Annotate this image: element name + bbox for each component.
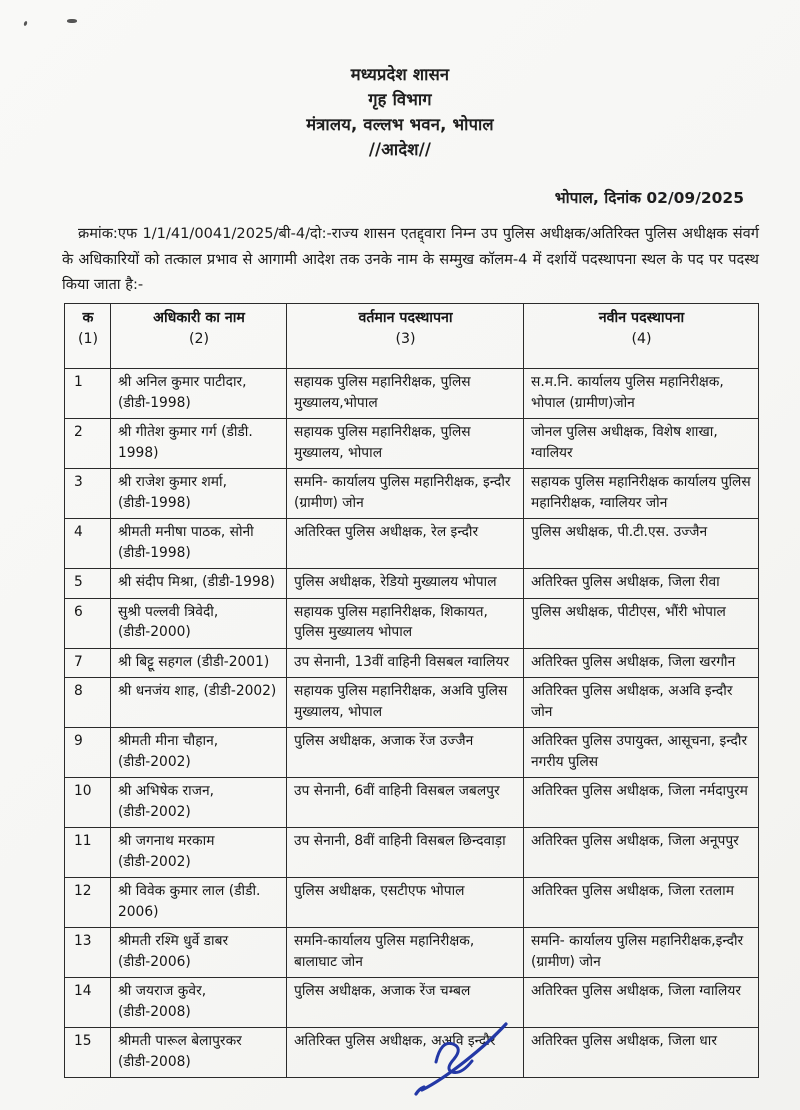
ink-speck	[23, 21, 28, 27]
table-header	[65, 304, 759, 369]
column-number: (3)	[395, 331, 416, 347]
column-number: (1)	[77, 331, 99, 347]
column-number: (2)	[188, 331, 210, 347]
cell-officer-name: श्री अनिल कुमार पाटीदार, (डीडी-1998)	[111, 369, 287, 419]
table-header-row	[65, 304, 759, 369]
cell-officer-name: श्रीमती पारूल बेलापुरकर (डीडी-2008)	[111, 1028, 287, 1078]
cell-officer-name: श्री जगनाथ मरकाम (डीडी-2002)	[111, 828, 287, 878]
cell-current-posting: उप सेनानी, 6वीं वाहिनी विसबल जबलपुर	[287, 778, 524, 828]
transfer-order-table	[64, 303, 759, 1078]
cell-new-posting: पुलिस अधीक्षक, पी.टी.एस. उज्जैन	[524, 519, 759, 569]
cell-new-posting: अतिरिक्त पुलिस अधीक्षक, जिला रीवा	[524, 569, 759, 599]
cell-current-posting: सहायक पुलिस महानिरीक्षक, अअवि पुलिस मुख्यालय, भोपाल	[287, 678, 524, 728]
cell-serial-number: 6	[65, 598, 111, 648]
cell-officer-name: श्रीमती मीना चौहान, (डीडी-2002)	[111, 728, 287, 778]
header-government-name: मध्यप्रदेश शासन	[350, 65, 450, 84]
transfer-table-body	[65, 369, 759, 1078]
table-row	[65, 469, 759, 519]
cell-current-posting: अतिरिक्त पुलिस अधीक्षक, अअवि इन्दौर	[287, 1028, 524, 1078]
cell-current-posting: पुलिस अधीक्षक, एसटीएफ भोपाल	[287, 878, 524, 928]
table-row	[65, 598, 759, 648]
cell-serial-number: 9	[65, 728, 111, 778]
table-row	[65, 419, 759, 469]
column-label: क	[82, 310, 94, 326]
ink-speck	[67, 19, 77, 23]
column-header-officer-name	[111, 304, 287, 369]
cell-serial-number: 1	[65, 369, 111, 419]
cell-new-posting: स.म.नि. कार्यालय पुलिस महानिरीक्षक, भोपाल (ग्रामीण)जोन	[524, 369, 759, 419]
header-office-address: मंत्रालय, वल्लभ भवन, भोपाल	[306, 115, 494, 134]
column-header-new-posting	[524, 304, 759, 369]
cell-serial-number: 4	[65, 519, 111, 569]
cell-officer-name: श्री विवेक कुमार लाल (डीडी. 2006)	[111, 878, 287, 928]
cell-serial-number: 7	[65, 648, 111, 678]
table-row	[65, 569, 759, 599]
cell-new-posting: अतिरिक्त पुलिस अधीक्षक, जिला खरगौन	[524, 648, 759, 678]
cell-new-posting: अतिरिक्त पुलिस अधीक्षक, जिला ग्वालियर	[524, 978, 759, 1028]
column-number: (4)	[631, 331, 652, 347]
cell-current-posting: उप सेनानी, 13वीं वाहिनी विसबल ग्वालियर	[287, 648, 524, 678]
cell-current-posting: समनि- कार्यालय पुलिस महानिरीक्षक, इन्दौर (ग्रामीण) जोन	[287, 469, 524, 519]
cell-new-posting: अतिरिक्त पुलिस अधीक्षक, जिला अनूपपुर	[524, 828, 759, 878]
table-row	[65, 519, 759, 569]
cell-officer-name: सुश्री पल्लवी त्रिवेदी, (डीडी-2000)	[111, 598, 287, 648]
cell-current-posting: सहायक पुलिस महानिरीक्षक, शिकायत, पुलिस मुख्यालय भोपाल	[287, 598, 524, 648]
column-label: वर्तमान पदस्थापना	[358, 310, 453, 326]
header-order-title: //आदेश//	[368, 140, 432, 159]
table-row	[65, 678, 759, 728]
table-row	[65, 878, 759, 928]
hand-signature	[398, 1014, 563, 1106]
cell-current-posting: पुलिस अधीक्षक, रेडियो मुख्यालय भोपाल	[287, 569, 524, 599]
cell-officer-name: श्री जयराज कुवेर, (डीडी-2008)	[111, 978, 287, 1028]
order-intro-paragraph: क्रमांक:एफ 1/1/41/0041/2025/बी-4/दो:-राज्य शासन एतद्द्वारा निम्न उप पुलिस अधीक्षक/अतिरिक्त पुलिस अधीक्षक संवर्ग के अधिकारियों को तत्काल प्रभाव से आगामी आदेश तक उनके नाम के सम्मुख कॉलम-4 में दर्शायें पदस्थापना स्थल के पद पर पदस्थ किया जाता है:-	[62, 225, 759, 293]
cell-serial-number: 8	[65, 678, 111, 728]
cell-serial-number: 11	[65, 828, 111, 878]
cell-officer-name: श्री बिट्टू सहगल (डीडी-2001)	[111, 648, 287, 678]
table-row	[65, 648, 759, 678]
table-row	[65, 828, 759, 878]
cell-new-posting: पुलिस अधीक्षक, पीटीएस, भौंरी भोपाल	[524, 598, 759, 648]
cell-new-posting: अतिरिक्त पुलिस अधीक्षक, जिला धार	[524, 1028, 759, 1078]
cell-serial-number: 2	[65, 419, 111, 469]
cell-serial-number: 14	[65, 978, 111, 1028]
place-and-date: भोपाल, दिनांक 02/09/2025	[554, 189, 744, 207]
cell-serial-number: 13	[65, 928, 111, 978]
cell-current-posting: उप सेनानी, 8वीं वाहिनी विसबल छिन्दवाड़ा	[287, 828, 524, 878]
cell-serial-number: 10	[65, 778, 111, 828]
cell-new-posting: अतिरिक्त पुलिस अधीक्षक, जिला नर्मदापुरम	[524, 778, 759, 828]
table-row	[65, 778, 759, 828]
cell-new-posting: अतिरिक्त पुलिस अधीक्षक, जिला रतलाम	[524, 878, 759, 928]
cell-officer-name: श्री अभिषेक राजन, (डीडी-2002)	[111, 778, 287, 828]
cell-serial-number: 15	[65, 1028, 111, 1078]
cell-current-posting: पुलिस अधीक्षक, अजाक रेंज उज्जैन	[287, 728, 524, 778]
cell-new-posting: अतिरिक्त पुलिस अधीक्षक, अअवि इन्दौर जोन	[524, 678, 759, 728]
cell-new-posting: जोनल पुलिस अधीक्षक, विशेष शाखा, ग्वालियर	[524, 419, 759, 469]
cell-serial-number: 5	[65, 569, 111, 599]
cell-officer-name: श्रीमती रश्मि धुर्वे डाबर (डीडी-2006)	[111, 928, 287, 978]
table-row	[65, 728, 759, 778]
cell-serial-number: 12	[65, 878, 111, 928]
column-label: नवीन पदस्थापना	[598, 310, 685, 326]
column-label: अधिकारी का नाम	[153, 310, 245, 326]
cell-new-posting: सहायक पुलिस महानिरीक्षक कार्यालय पुलिस महानिरीक्षक, ग्वालियर जोन	[524, 469, 759, 519]
cell-current-posting: अतिरिक्त पुलिस अधीक्षक, रेल इन्दौर	[287, 519, 524, 569]
cell-officer-name: श्री संदीप मिश्रा, (डीडी-1998)	[111, 569, 287, 599]
cell-current-posting: सहायक पुलिस महानिरीक्षक, पुलिस मुख्यालय,भोपाल	[287, 369, 524, 419]
column-header-current-posting	[287, 304, 524, 369]
cell-officer-name: श्री धनजंय शाह, (डीडी-2002)	[111, 678, 287, 728]
cell-current-posting: सहायक पुलिस महानिरीक्षक, पुलिस मुख्यालय, भोपाल	[287, 419, 524, 469]
cell-serial-number: 3	[65, 469, 111, 519]
cell-current-posting: समनि-कार्यालय पुलिस महानिरीक्षक, बालाघाट जोन	[287, 928, 524, 978]
cell-new-posting: अतिरिक्त पुलिस उपायुक्त, आसूचना, इन्दौर नगरीय पुलिस	[524, 728, 759, 778]
cell-officer-name: श्री राजेश कुमार शर्मा, (डीडी-1998)	[111, 469, 287, 519]
table-row	[65, 369, 759, 419]
column-header-serial	[65, 304, 111, 369]
cell-officer-name: श्रीमती मनीषा पाठक, सोनी (डीडी-1998)	[111, 519, 287, 569]
cell-current-posting: पुलिस अधीक्षक, अजाक रेंज चम्बल	[287, 978, 524, 1028]
table-row	[65, 928, 759, 978]
document-header	[0, 62, 800, 162]
header-department-name: गृह विभाग	[368, 90, 432, 109]
cell-new-posting: समनि- कार्यालय पुलिस महानिरीक्षक,इन्दौर (ग्रामीण) जोन	[524, 928, 759, 978]
cell-officer-name: श्री गीतेश कुमार गर्ग (डीडी. 1998)	[111, 419, 287, 469]
